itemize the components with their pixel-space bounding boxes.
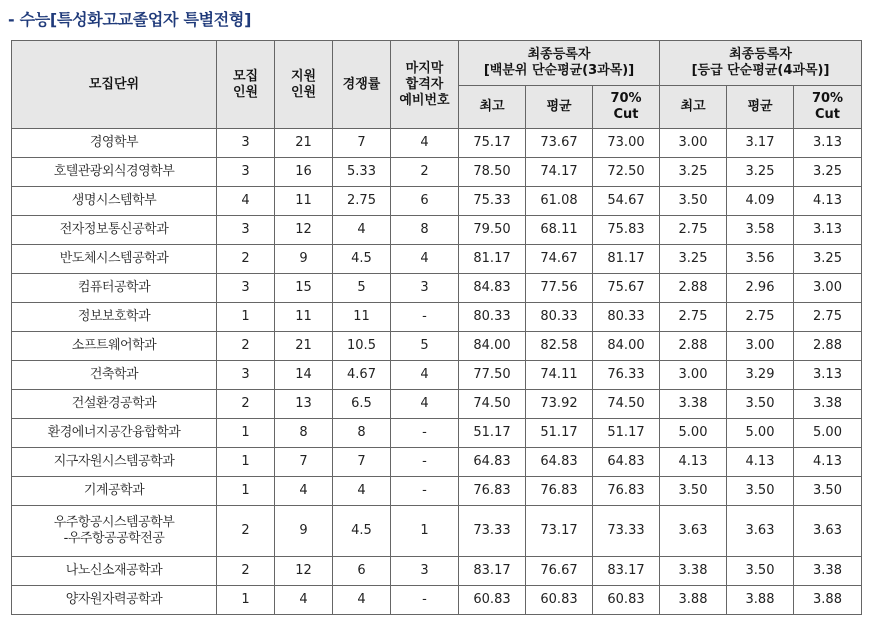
cell-percentile-max: 80.33 — [459, 303, 526, 332]
cell-percentile-cut: 74.50 — [593, 390, 660, 419]
header-ratio: 경쟁률 — [333, 41, 391, 129]
cell-applicants: 21 — [275, 129, 333, 158]
cell-quota: 3 — [217, 158, 275, 187]
cell-percentile-avg: 74.17 — [526, 158, 593, 187]
cell-applicants: 4 — [275, 586, 333, 615]
cell-quota: 3 — [217, 361, 275, 390]
cell-unit: 전자정보통신공학과 — [12, 216, 217, 245]
cell-waitlist: 1 — [391, 506, 459, 557]
cell-waitlist: - — [391, 477, 459, 506]
cell-ratio: 6.5 — [333, 390, 391, 419]
cell-percentile-cut: 73.33 — [593, 506, 660, 557]
table-row — [12, 586, 862, 615]
cell-quota: 2 — [217, 245, 275, 274]
cell-quota: 1 — [217, 448, 275, 477]
cell-percentile-avg: 74.11 — [526, 361, 593, 390]
cell-applicants: 12 — [275, 557, 333, 586]
cell-ratio: 4.5 — [333, 506, 391, 557]
cell-waitlist: 4 — [391, 245, 459, 274]
table-body — [12, 129, 862, 615]
table-row — [12, 303, 862, 332]
cell-grade-max: 5.00 — [660, 419, 727, 448]
table-row — [12, 158, 862, 187]
cell-ratio: 5.33 — [333, 158, 391, 187]
cell-percentile-cut: 75.83 — [593, 216, 660, 245]
cell-unit: 환경에너지공간융합학과 — [12, 419, 217, 448]
cell-quota: 3 — [217, 274, 275, 303]
cell-percentile-avg: 51.17 — [526, 419, 593, 448]
cell-applicants: 12 — [275, 216, 333, 245]
cell-grade-cut: 3.63 — [794, 506, 862, 557]
cell-applicants: 14 — [275, 361, 333, 390]
cell-grade-max: 3.50 — [660, 477, 727, 506]
cell-applicants: 15 — [275, 274, 333, 303]
table-row — [12, 129, 862, 158]
cell-ratio: 5 — [333, 274, 391, 303]
cell-percentile-max: 75.33 — [459, 187, 526, 216]
cell-grade-cut: 3.50 — [794, 477, 862, 506]
cell-grade-avg: 3.17 — [727, 129, 794, 158]
cell-percentile-cut: 84.00 — [593, 332, 660, 361]
cell-quota: 2 — [217, 390, 275, 419]
cell-grade-max: 3.50 — [660, 187, 727, 216]
cell-percentile-avg: 73.67 — [526, 129, 593, 158]
cell-waitlist: 5 — [391, 332, 459, 361]
cell-waitlist: - — [391, 419, 459, 448]
cell-percentile-avg: 76.83 — [526, 477, 593, 506]
cell-waitlist: - — [391, 448, 459, 477]
cell-waitlist: 8 — [391, 216, 459, 245]
cell-percentile-max: 73.33 — [459, 506, 526, 557]
header-waitlist: 마지막 합격자 예비번호 — [391, 41, 459, 129]
cell-grade-cut: 2.88 — [794, 332, 862, 361]
cell-grade-max: 3.25 — [660, 158, 727, 187]
cell-unit: 반도체시스템공학과 — [12, 245, 217, 274]
cell-unit: 컴퓨터공학과 — [12, 274, 217, 303]
cell-grade-cut: 4.13 — [794, 187, 862, 216]
cell-percentile-avg: 74.67 — [526, 245, 593, 274]
cell-ratio: 4.5 — [333, 245, 391, 274]
cell-ratio: 4.67 — [333, 361, 391, 390]
table-row — [12, 390, 862, 419]
cell-grade-cut: 3.00 — [794, 274, 862, 303]
cell-unit: 경영학부 — [12, 129, 217, 158]
cell-grade-avg: 3.50 — [727, 390, 794, 419]
cell-percentile-cut: 76.83 — [593, 477, 660, 506]
cell-ratio: 4 — [333, 586, 391, 615]
cell-waitlist: 3 — [391, 274, 459, 303]
cell-grade-cut: 3.38 — [794, 557, 862, 586]
cell-percentile-max: 75.17 — [459, 129, 526, 158]
cell-ratio: 4 — [333, 216, 391, 245]
cell-grade-avg: 3.56 — [727, 245, 794, 274]
cell-waitlist: 4 — [391, 361, 459, 390]
cell-unit: 생명시스템학부 — [12, 187, 217, 216]
cell-grade-cut: 3.13 — [794, 361, 862, 390]
cell-ratio: 7 — [333, 129, 391, 158]
cell-grade-cut: 3.38 — [794, 390, 862, 419]
cell-ratio: 4 — [333, 477, 391, 506]
cell-grade-max: 4.13 — [660, 448, 727, 477]
cell-percentile-cut: 72.50 — [593, 158, 660, 187]
cell-grade-avg: 3.63 — [727, 506, 794, 557]
cell-percentile-cut: 75.67 — [593, 274, 660, 303]
cell-grade-max: 3.00 — [660, 129, 727, 158]
cell-percentile-max: 74.50 — [459, 390, 526, 419]
cell-percentile-cut: 83.17 — [593, 557, 660, 586]
cell-quota: 1 — [217, 419, 275, 448]
cell-grade-max: 3.00 — [660, 361, 727, 390]
cell-quota: 2 — [217, 332, 275, 361]
cell-applicants: 4 — [275, 477, 333, 506]
cell-grade-max: 2.75 — [660, 303, 727, 332]
table-row — [12, 557, 862, 586]
cell-grade-avg: 4.09 — [727, 187, 794, 216]
cell-waitlist: 4 — [391, 129, 459, 158]
header-percentile-group: 최종등록자 [백분위 단순평균(3과목)] — [459, 41, 660, 86]
cell-grade-avg: 3.88 — [727, 586, 794, 615]
cell-grade-max: 2.75 — [660, 216, 727, 245]
table-row — [12, 216, 862, 245]
cell-percentile-avg: 77.56 — [526, 274, 593, 303]
cell-percentile-max: 77.50 — [459, 361, 526, 390]
table-row — [12, 419, 862, 448]
cell-percentile-cut: 60.83 — [593, 586, 660, 615]
table-row — [12, 245, 862, 274]
cell-applicants: 21 — [275, 332, 333, 361]
cell-unit: 기계공학과 — [12, 477, 217, 506]
cell-ratio: 6 — [333, 557, 391, 586]
cell-quota: 2 — [217, 557, 275, 586]
cell-percentile-cut: 54.67 — [593, 187, 660, 216]
cell-quota: 1 — [217, 586, 275, 615]
admissions-result-table — [11, 40, 862, 615]
cell-grade-avg: 3.25 — [727, 158, 794, 187]
cell-grade-max: 2.88 — [660, 332, 727, 361]
table-row — [12, 506, 862, 557]
header-unit: 모집단위 — [12, 41, 217, 129]
table-row — [12, 448, 862, 477]
cell-grade-avg: 3.50 — [727, 557, 794, 586]
cell-grade-cut: 3.25 — [794, 158, 862, 187]
cell-ratio: 10.5 — [333, 332, 391, 361]
cell-applicants: 7 — [275, 448, 333, 477]
cell-grade-avg: 4.13 — [727, 448, 794, 477]
cell-percentile-max: 64.83 — [459, 448, 526, 477]
cell-grade-max: 2.88 — [660, 274, 727, 303]
cell-percentile-avg: 61.08 — [526, 187, 593, 216]
header-percentile-avg: 평균 — [526, 86, 593, 129]
cell-grade-max: 3.63 — [660, 506, 727, 557]
cell-grade-cut: 3.25 — [794, 245, 862, 274]
table-row — [12, 361, 862, 390]
cell-applicants: 9 — [275, 245, 333, 274]
cell-quota: 3 — [217, 216, 275, 245]
cell-percentile-avg: 73.92 — [526, 390, 593, 419]
cell-percentile-avg: 68.11 — [526, 216, 593, 245]
cell-grade-avg: 3.58 — [727, 216, 794, 245]
cell-ratio: 2.75 — [333, 187, 391, 216]
cell-percentile-max: 60.83 — [459, 586, 526, 615]
cell-percentile-avg: 82.58 — [526, 332, 593, 361]
cell-grade-cut: 3.13 — [794, 216, 862, 245]
cell-grade-avg: 3.29 — [727, 361, 794, 390]
cell-grade-avg: 5.00 — [727, 419, 794, 448]
cell-grade-avg: 3.50 — [727, 477, 794, 506]
table-row — [12, 274, 862, 303]
header-applicants: 지원 인원 — [275, 41, 333, 129]
cell-percentile-cut: 51.17 — [593, 419, 660, 448]
table-row — [12, 187, 862, 216]
cell-percentile-cut: 76.33 — [593, 361, 660, 390]
header-grade-cut: 70% Cut — [794, 86, 862, 129]
header-grade-group: 최종등록자 [등급 단순평균(4과목)] — [660, 41, 862, 86]
cell-applicants: 8 — [275, 419, 333, 448]
cell-applicants: 13 — [275, 390, 333, 419]
cell-grade-cut: 2.75 — [794, 303, 862, 332]
header-quota: 모집 인원 — [217, 41, 275, 129]
cell-unit: 건설환경공학과 — [12, 390, 217, 419]
cell-percentile-max: 51.17 — [459, 419, 526, 448]
cell-unit: 정보보호학과 — [12, 303, 217, 332]
cell-percentile-max: 84.00 — [459, 332, 526, 361]
cell-unit: 우주항공시스템공학부 -우주항공공학전공 — [12, 506, 217, 557]
cell-quota: 1 — [217, 477, 275, 506]
cell-grade-cut: 3.88 — [794, 586, 862, 615]
header-grade-avg: 평균 — [727, 86, 794, 129]
cell-waitlist: - — [391, 303, 459, 332]
cell-percentile-avg: 64.83 — [526, 448, 593, 477]
table-row — [12, 477, 862, 506]
section-title: - 수능[특성화고교졸업자 특별전형] — [8, 10, 252, 29]
cell-grade-cut: 5.00 — [794, 419, 862, 448]
cell-waitlist: 4 — [391, 390, 459, 419]
table-row — [12, 332, 862, 361]
cell-grade-cut: 4.13 — [794, 448, 862, 477]
cell-quota: 4 — [217, 187, 275, 216]
cell-percentile-cut: 81.17 — [593, 245, 660, 274]
cell-quota: 2 — [217, 506, 275, 557]
cell-unit: 나노신소재공학과 — [12, 557, 217, 586]
cell-grade-avg: 2.75 — [727, 303, 794, 332]
cell-quota: 3 — [217, 129, 275, 158]
cell-grade-avg: 2.96 — [727, 274, 794, 303]
cell-percentile-avg: 80.33 — [526, 303, 593, 332]
cell-unit: 지구자원시스템공학과 — [12, 448, 217, 477]
cell-applicants: 16 — [275, 158, 333, 187]
cell-percentile-cut: 64.83 — [593, 448, 660, 477]
cell-percentile-max: 81.17 — [459, 245, 526, 274]
header-percentile-cut: 70% Cut — [593, 86, 660, 129]
cell-applicants: 11 — [275, 187, 333, 216]
cell-percentile-max: 76.83 — [459, 477, 526, 506]
cell-applicants: 9 — [275, 506, 333, 557]
cell-percentile-max: 78.50 — [459, 158, 526, 187]
cell-percentile-avg: 76.67 — [526, 557, 593, 586]
cell-applicants: 11 — [275, 303, 333, 332]
cell-waitlist: - — [391, 586, 459, 615]
cell-waitlist: 6 — [391, 187, 459, 216]
header-grade-max: 최고 — [660, 86, 727, 129]
cell-percentile-max: 79.50 — [459, 216, 526, 245]
cell-grade-max: 3.38 — [660, 557, 727, 586]
cell-ratio: 11 — [333, 303, 391, 332]
cell-quota: 1 — [217, 303, 275, 332]
cell-percentile-max: 84.83 — [459, 274, 526, 303]
cell-grade-max: 3.88 — [660, 586, 727, 615]
cell-ratio: 8 — [333, 419, 391, 448]
cell-unit: 소프트웨어학과 — [12, 332, 217, 361]
cell-waitlist: 3 — [391, 557, 459, 586]
cell-grade-cut: 3.13 — [794, 129, 862, 158]
header-percentile-max: 최고 — [459, 86, 526, 129]
cell-percentile-avg: 60.83 — [526, 586, 593, 615]
cell-grade-max: 3.25 — [660, 245, 727, 274]
cell-percentile-cut: 80.33 — [593, 303, 660, 332]
cell-unit: 호텔관광외식경영학부 — [12, 158, 217, 187]
cell-waitlist: 2 — [391, 158, 459, 187]
cell-percentile-max: 83.17 — [459, 557, 526, 586]
cell-ratio: 7 — [333, 448, 391, 477]
cell-unit: 건축학과 — [12, 361, 217, 390]
cell-percentile-cut: 73.00 — [593, 129, 660, 158]
cell-unit: 양자원자력공학과 — [12, 586, 217, 615]
cell-grade-max: 3.38 — [660, 390, 727, 419]
cell-percentile-avg: 73.17 — [526, 506, 593, 557]
cell-grade-avg: 3.00 — [727, 332, 794, 361]
